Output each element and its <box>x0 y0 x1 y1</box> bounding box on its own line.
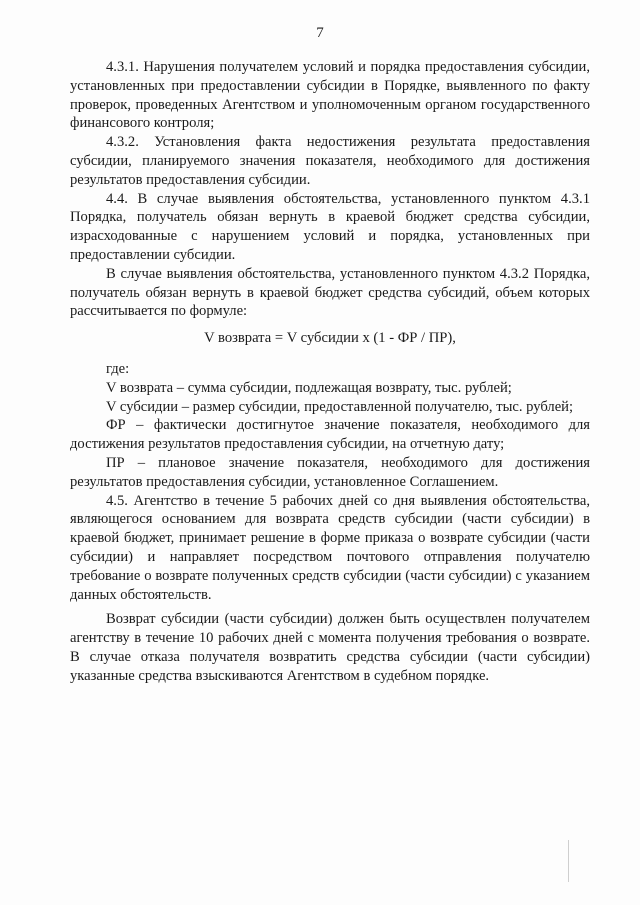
paragraph-refund-deadline: Возврат субсидии (части субсидии) должен быть осуществлен получателем агентству в течение 10 рабочих дней с момента получения требования о возврате. В случае отказа получателя возвратить средства субсидии (части субсидии) указанные средства взыскиваются Агентством в судебном порядке. <box>70 611 590 684</box>
paragraph-4-4-continued: В случае выявления обстоятельства, установленного пунктом 4.3.2 Порядка, получатель обязан вернуть в краевой бюджет средства субсидий, объем которых рассчитывается по формуле: <box>70 265 590 320</box>
page-number: 7 <box>316 25 324 41</box>
definition-fr: ФР – фактически достигнутое значение показателя, необходимого для достижения результатов предоставления субсидии, на отчетную дату; <box>70 417 590 453</box>
definition-v-refund: V возврата – сумма субсидии, подлежащая возврату, тыс. рублей; <box>106 379 512 396</box>
definition-pr: ПР – плановое значение показателя, необходимого для достижения результатов предоставления субсидии, установленное Соглашением. <box>70 454 590 490</box>
paragraph-4-3-2: 4.3.2. Установления факта недостижения результата предоставления субсидии, планируемого значения показателя, необходимого для достижения результатов предоставления субсидии. <box>70 134 590 188</box>
formula-where-label: где: <box>106 360 130 377</box>
document-body <box>70 58 590 686</box>
paragraph-4-3-1: 4.3.1. Нарушения получателем условий и порядка предоставления субсидии, установленных при предоставлении субсидии в Порядке, выявленного по факту проверок, проведенных Агентством и уполномоченным органом государственного финансового контроля; <box>70 59 590 132</box>
definition-v-subsidy: V субсидии – размер субсидии, предоставленной получателю, тыс. рублей; <box>106 398 574 415</box>
paragraph-4-4: 4.4. В случае выявления обстоятельства, установленного пунктом 4.3.1 Порядка, получатель обязан вернуть в краевой бюджет средства субсидии, израсходованные с нарушением условий и порядка, установленных при предоставлении субсидии. <box>70 190 590 263</box>
scan-artifact-line <box>568 840 569 882</box>
paragraph-4-5: 4.5. Агентство в течение 5 рабочих дней со дня выявления обстоятельства, являющегося основанием для возврата средств субсидии (части субсидии) в краевой бюджет, принимает решение в форме приказа о возврате субсидии (части субсидии) и направляет посредством почтового отправления получателю требование о возврате полученных средств субсидии (части субсидии) с указанием данных обстоятельств. <box>70 492 590 603</box>
refund-formula: V возврата = V субсидии x (1 - ФР / ПР), <box>204 330 456 347</box>
